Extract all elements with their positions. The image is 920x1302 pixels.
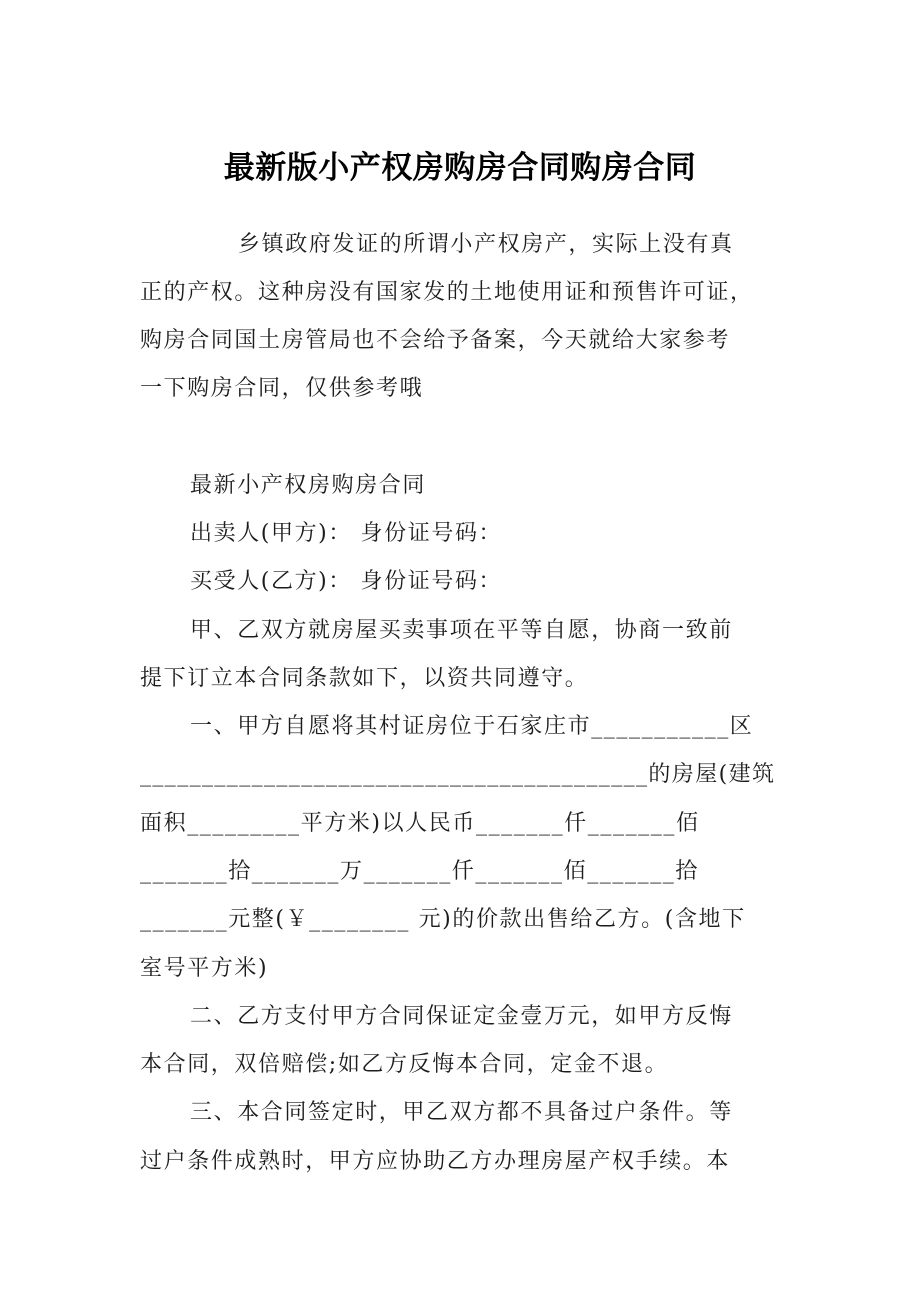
intro-paragraph-line: 购房合同国土房管局也不会给予备案，今天就给大家参考 (140, 328, 731, 353)
clause-3-line: 过户条件成熟时，甲方应协助乙方办理房屋产权手续。本 (140, 1149, 731, 1174)
intro-paragraph-line: 一下购房合同，仅供参考哦 (140, 376, 424, 401)
clause-1-line: _________________________________________的房屋(建筑 (140, 762, 776, 787)
contract-paragraph-line: 甲、乙双方就房屋买卖事项在平等自愿，协商一致前 (190, 618, 733, 643)
clause-1-line: _______元整(￥________ 元)的价款出售给乙方。(含地下 (140, 907, 746, 932)
clause-2-line: 二、乙方支付甲方合同保证定金壹万元，如甲方反悔 (190, 1004, 733, 1029)
contract-heading: 最新小产权房购房合同 (190, 473, 427, 498)
document-title: 最新版小产权房购房合同购房合同 (223, 150, 697, 186)
intro-paragraph-line: 正的产权。这种房没有国家发的土地使用证和预售许可证， (140, 280, 754, 305)
seller-line: 出卖人(甲方)： 身份证号码： (190, 521, 503, 546)
clause-2-line: 本合同，双倍赔偿;如乙方反悔本合同，定金不退。 (140, 1052, 669, 1077)
intro-paragraph-line: 乡镇政府发证的所谓小产权房产，实际上没有真 (238, 232, 734, 257)
clause-1-line: 室号平方米) (140, 956, 269, 981)
buyer-line: 买受人(乙方)： 身份证号码： (190, 569, 503, 594)
clause-3-line: 三、本合同签定时，甲乙双方都不具备过户条件。等 (190, 1100, 733, 1125)
clause-1-line: 一、甲方自愿将其村证房位于石家庄市___________区 (190, 714, 754, 739)
clause-1-line: 面积_________平方米)以人民币_______仟_______佰 (140, 811, 700, 836)
contract-paragraph-line: 提下订立本合同条款如下，以资共同遵守。 (140, 666, 589, 691)
clause-1-line: _______拾_______万_______仟_______佰_______拾 (140, 859, 699, 884)
